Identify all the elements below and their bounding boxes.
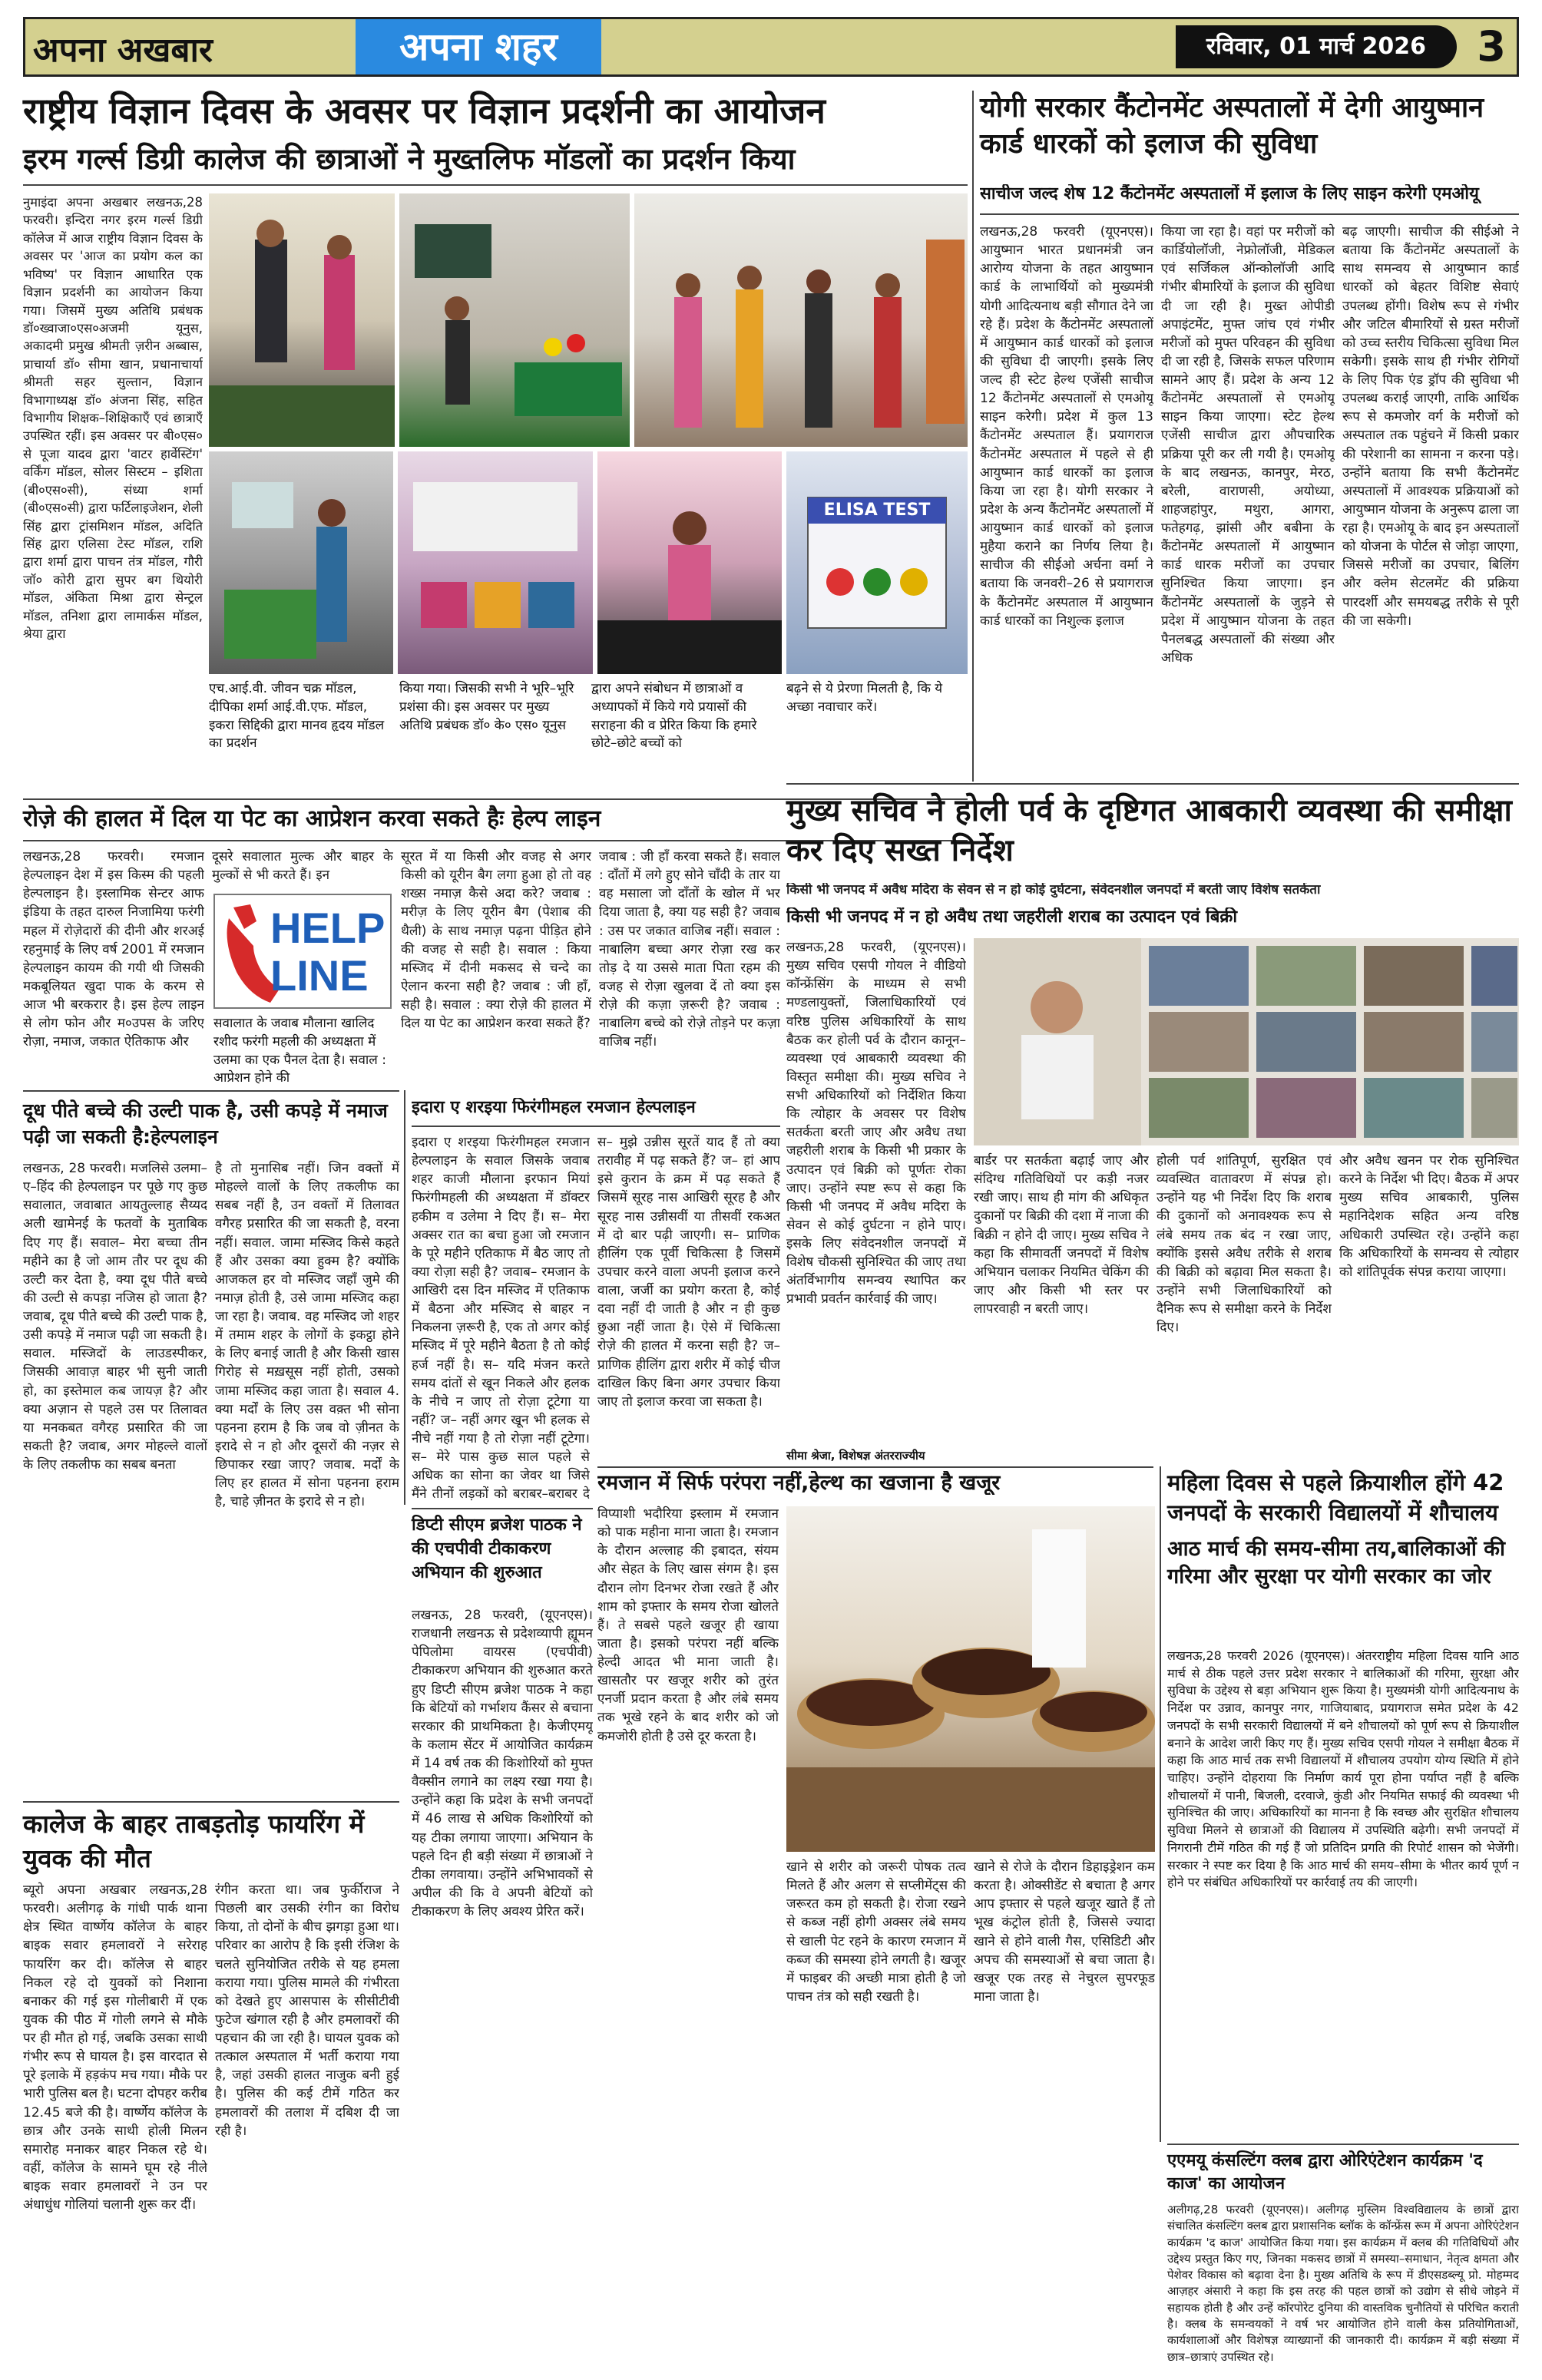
exhibition-photo-4 <box>209 451 393 674</box>
story3-col3: सूरत में या किसी और वजह से अगर किसी को यूरीन बैग लगा हुआ हो तो वह शख्स नमाज़ कैसे अदा करे? जवाब : मरीज़ के लिए यूरीन बैग (पेशाब की थैली) के साथ नमाज़ पढ़ना पीड़ित होने की वजह से सही है। सवाल : किया मस्जिद में दीनी मकसद से चन्दे का ऐलान करना सही है? जवाब : जी हाँ, सही है। सवाल : क्या रोज़े की हालत में दिल या पेट का आप्रेशन करवा सकते हैं? <box>401 849 591 1032</box>
story4-col1: लखनऊ, 28 फरवरी। मजलिसे उलमा–ए–हिंद की हेल्पलाइन पर पूछे गए कुछ सवालात, जवाबात आयतुल्लाह सैय्यद अली खामेनई के फतवों के मुताबिक दिए गए हैं। सवाल– मेरा बच्चा तीन महीने का है जो आम तौर पर दूध की उल्टी कर देता है, क्या दूध पीते बच्चे की उल्टी से कपड़ा नजिस हो जाता है? जवाब, दूध पीते बच्चे की उल्टी पाक है, उसी कपड़े में नमाज पढ़ी जा सकती है। सवाल. मस्जिदों के लाउडस्पीकर, जिसकी आवाज़ बाहर भी सुनी जाती हो, का इस्तेमाल कब जायज़ है? और क्या अज़ान से पहले उस पर तिलावत या मनकबत वगैरह प्रसारित की जा सकती है? जवाब, अगर मोहल्ले वालों के लिए तकलीफ का सबब बनता <box>23 1161 207 1473</box>
story10-subhead: आठ मार्च की समय-सीमा तय,बालिकाओं की गरिमा और सुरक्षा पर योगी सरकार का जोर <box>1167 1537 1506 1589</box>
exhibition-photo-2 <box>399 193 630 447</box>
story8-col4: और अवैध खनन पर रोक सुनिश्चित करने के निर्देश भी दिए। बैठक में अपर मुख्य सचिव आबकारी, पुलिस महानिदेशक सहित अन्य वरिष्ठ अधिकारी उपस्थित रहे। उन्होंने कहा कि अधिकारियों के समन्वय से त्योहार को शांतिपूर्वक संपन्न कराया जाएगा। <box>1339 1153 1519 1280</box>
exhibition-photo-1 <box>209 193 395 447</box>
story7-col1: लखनऊ, 28 फरवरी, (यूएनएस)। राजधानी लखनऊ से प्रदेशव्यापी ह्यूमन पेपिलोमा वायरस (एचपीवी) टीकाकरण अभियान की शुरुआत करते हुए डिप्टी सीएम ब्रजेश पाठक ने कहा कि बेटियों को गर्भाशय कैंसर से बचाना सरकार की प्राथमिकता है। केजीएमयू के कलाम सेंटर में आयोजित कार्यक्रम में 14 वर्ष तक की किशोरियों को मुफ्त वैक्सीन लगाने का लक्ष्य रखा गया है। उन्होंने कहा कि प्रदेश के सभी जनपदों में 46 लाख से अधिक किशोरियों को यह टीका लगाया जाएगा। अभियान के पहले दिन ही बड़ी संख्या में छात्राओं ने टीका लगवाया। उन्होंने अभिभावकों से अपील की कि वे अपनी बेटियों को टीकाकरण के लिए अवश्य प्रेरित करें। <box>412 1608 593 1919</box>
story5-col1: इदारा ए शरइया फिरंगीमहल रमजान हेल्पलाइन के सवाल जिसके जवाब शहर काजी मौलाना इरफान मियां फिरंगीमहली की अध्यक्षता में डॉक्टर हकीम व उलेमा ने दिए हैं। स– मेरा अक्सर रात का बचा हुआ जो रमजान के पूरे महीने एतिकाफ में बैठ जाए तो क्या रोज़ा सही है? जवाब– रमजान के आखिरी दस दिन मस्जिद में एतिकाफ में बैठना और मस्जिद से बाहर न निकलना ज़रूरी है, एक तो अगर कोई मस्जिद में पूरे महीने बैठता है तो कोई हर्ज नहीं है। स– यदि मंजन करते समय दांतों से खून निकले और हलक के नीचे न जाए तो रोज़ा टूटेगा या नहीं? ज– नहीं अगर खून भी हलक से नीचे नहीं गया है तो रोज़ा नहीं टूटेगा। स– मेरे पास कुछ साल पहले से अधिक का सोना का जेवर था जिसे मैंने तीनों लड़कों को बराबर–बराबर दे <box>412 1135 590 1502</box>
story8-subhead-1: किसी भी जनपद में अवैध मदिरा के सेवन से न हो कोई दुर्घटना, संवेदनशील जनपदों में बरती जाए विशेष सतर्कता <box>786 883 1321 897</box>
story3-caption: सवालात के जवाब मौलाना खालिद रशीद फरंगी महली की अध्यक्षता में उलमा का एक पैनल देता है। सवाल : आप्रेशन होने की <box>213 1016 386 1084</box>
story8-col3: होली पर्व शांतिपूर्ण, सुरक्षित एवं व्यवस्थित वातावरण में संपन्न हो। उन्होंने यह भी निर्देश दिए कि शराब की दुकानों को अनावश्यक रूप से लंबे समय तक बंद न रखा जाए, क्योंकि इससे अवैध तरीके से शराब की बिक्री को बढ़ावा मिल सकता है। उन्होंने सभी जिलाधिकारियों को दैनिक रूप से समीक्षा करने के निर्देश दिए। <box>1156 1153 1332 1336</box>
story3-col2: दूसरे सवालात मुल्क और बाहर के मुल्कों से भी करते हैं। इन <box>212 849 393 884</box>
story3-headline: रोज़े की हालत में दिल या पेट का आप्रेशन करवा सकते हैः हेल्प लाइन <box>23 805 601 832</box>
paper-name: अपना अखबार <box>33 31 213 70</box>
story6-col2: रंगीन करता था। जब फुर्कीराज ने पिछली बार उसकी रंगीन का विरोध किया, तो दोनों के बीच झगड़ा हुआ था। परिवार का आरोप है कि इसी रंजिश के चलते सुनियोजित तरीके से यह हमला कराया गया। पुलिस मामले की गंभीरता को देखते हुए आसपास के सीसीटीवी फुटेज खंगाल रही है और हमलावरों की पहचान की जा रही है। घायल युवक को तत्काल अस्पताल में भर्ती कराया गया है, जहां उसकी हालत नाजुक बनी हुई है। पुलिस की कई टीमें गठित कर हमलावरों की तलाश में दबिश दी जा रही है। <box>215 1883 399 2139</box>
story6-headline: कालेज के बाहर ताबड़तोड़ फायरिंग में युवक की मौत <box>23 1809 365 1873</box>
exhibition-photo-6 <box>597 451 782 674</box>
story1-caption-2: किया गया। जिसकी सभी ने भूरि–भूरि प्रशंसा की। इस अवसर पर मुख्य अतिथि प्रबंधक डॉ० के० एस० यूनुस <box>399 681 574 733</box>
story8-headline: मुख्य सचिव ने होली पर्व के दृष्टिगत आबकारी व्यवस्था की समीक्षा कर दिए सख्त निर्देश <box>786 793 1512 868</box>
video-conference-photo <box>974 938 1519 1145</box>
story10-headline: महिला दिवस से पहले क्रियाशील होंगे 42 जनपदों के सरकारी विद्यालयों में शौचालय <box>1167 1469 1504 1526</box>
story7-headline: डिप्टी सीएम ब्रजेश पाठक ने की एचपीवी टीकाकरण अभियान की शुरुआत <box>412 1516 582 1582</box>
exhibition-photo-3 <box>634 193 968 447</box>
dates-photo <box>786 1506 1155 1852</box>
story2-subhead: साचीज जल्द शेष 12 कैंटोनमेंट अस्पतालों में इलाज के लिए साइन करेगी एमओयू <box>980 184 1479 203</box>
story11-col1: अलीगढ़,28 फरवरी (यूएनएस)। अलीगढ़ मुस्लिम विश्वविद्यालय के छात्रों द्वारा संचालित कंसल्टिंग क्लब द्वारा प्रशासनिक ब्लॉक के कॉन्फ्रेंस रूम में अपना ओरिएंटेशन कार्यक्रम 'द काज' आयोजित किया गया। इस कार्यक्रम में क्लब की गतिविधियों और उद्देश्य प्रस्तुत किए गए, जिनका मकसद छात्रों में समस्या–समाधान, नेतृत्व क्षमता और पेशेवर विकास को बढ़ावा देना है। मुख्य अतिथि के रूप में डीएसडब्ल्यू प्रो. मोहम्मद आज़हर अंसारी ने कहा कि इस तरह की पहल छात्रों को उद्योग से सीधे जोड़ने में सहायक होती है और उन्हें कॉरपोरेट दुनिया की वास्तविक चुनौतियों से परिचित कराती है। क्लब के समन्वयकों ने वर्ष भर आयोजित होने वाली केस प्रतियोगिताओं, कार्यशालाओं और विशेषज्ञ व्याख्यानों की जानकारी दी। कार्यक्रम में बड़ी संख्या में छात्र–छात्राएं उपस्थित रहे। <box>1167 2203 1519 2364</box>
story8-subhead-2: किसी भी जनपद में न हो अवैध तथा जहरीली शराब का उत्पादन एवं बिक्री <box>786 907 1238 927</box>
story8-byline: सीमा श्रेजा, विशेषज्ञ अंतरराज्यीय <box>786 1449 925 1463</box>
story9-col2: खाने से शरीर को जरूरी पोषक तत्व मिलते हैं और अलग से सप्लीमेंट्स की जरूरत कम हो सकती है। रोजा रखने से कब्ज नहीं होगी अक्सर लंबे समय से खाली पेट रहने के कारण रमजान में कब्ज की समस्या होने लगती है। खजूर में फाइबर की अच्छी मात्रा होती है जो पाचन तंत्र को सही रखती है। <box>786 1859 966 2005</box>
story11-headline: एएमयू कंसल्टिंग क्लब द्वारा ओरिएंटेशन कार्यक्रम 'द काज' का आयोजन <box>1167 2151 1483 2193</box>
story1-headline: राष्ट्रीय विज्ञान दिवस के अवसर पर विज्ञान प्रदर्शनी का आयोजन <box>23 90 826 131</box>
exhibition-photo-7 <box>786 451 968 674</box>
section-name: अपना शहर <box>356 19 601 74</box>
story9-col1: विप्याशी भदौरिया इस्लाम में रमजान को पाक महीना माना जाता है। रमजान के दौरान अल्लाह की इबादत, संयम और सेहत के लिए खास संगम है। इस दौरान लोग दिनभर रोजा रखते हैं और शाम को इफ्तार के समय रोजा खोलते हैं। ते सबसे पहले खजूर ही खाया जाता है। इसको परंपरा नहीं बल्कि हेल्दी आदत भी माना जाती है। खासतौर पर खजूर शरीर को तुरंत एनर्जी प्रदान करता है और लंबे समय तक भूखे रहने के बाद शरीर को जो कमजोरी होती है उसे दूर करता है। <box>597 1506 779 1744</box>
story2-col2: किया जा रहा है। वहां पर मरीजों को कार्डियोलॉजी, नेफ्रोलॉजी, मेडिकल एवं सर्जिकल ऑन्कोलॉजी आदि गंभीर बीमारियों के इलाज की सुविधा दी जा रही है। मुख्त ओपीडी अपाइंटमेंट, मुफ्त जांच एवं गंभीर मरीजों को मुफ्त परिवहन की सुविधा दी जा रही है, जिसके सफल परिणाम सामने आए हैं। प्रदेश के अन्य 12 कैंटोनमेंट अस्पतालों से एमओयू साइन किया जाएगा। स्टेट हेल्थ एजेंसी साचीज द्वारा औपचारिक प्रक्रिया पूरी कर ली गयी है। एमओयू के बाद लखनऊ, कानपुर, मेरठ, बरेली, वाराणसी, अयोध्या, शाहजहांपुर, मथुरा, आगरा, फतेहगढ़, झांसी और बबीना के कैंटोनमेंट अस्पतालों में आयुष्मान कार्ड धारक मरीजों का उपचार सुनिश्चित किया जाएगा। इन कैंटोनमेंट अस्पतालों के जुड़ने से प्रदेश में आयुष्मान योजना के तहत पैनलबद्ध अस्पतालों की संख्या और अधिक <box>1161 224 1335 666</box>
story3-col4: जवाब : जी हाँ करवा सकते हैं। सवाल : दाँतों में लगे हुए सोने चाँदी के तार या वह मसाला जो दाँतों के खोल में भर दिया जाता है, क्या यह सही है? जवाब : उस पर जकात वाजिब नहीं। सवाल : नाबालिग बच्चा अगर रोज़ा रख कर तोड़ दे या उससे माता पिता रहम की वजह से रोज़ा खुलवा दें तो क्या इस रोज़े की कज़ा ज़रूरी है? जवाब : नाबालिग बच्चे को रोज़े तोड़ने पर कज़ा वाजिब नहीं। <box>599 849 780 1050</box>
story4-col2: है तो मुनासिब नहीं। जिन वक्तों में मोहल्ले वालों के लिए तकलीफ का सबब नहीं है, उन वक्तों में तिलावत वगैरह प्रसारित की जा सकती है, वरना नहीं। सवाल. जामा मस्जिद किसे कहते हैं और उसका क्या हुक्म है? क्योंकि आजकल हर वो मस्जिद जहाँ जुमे की नमाज़ होती है, उसे जामा मस्जिद कहा जा रहा है। जवाब. वह मस्जिद जो शहर में तमाम शहर के लोगों के इकट्ठा होने के लिए बनाई जाती है और किसी खास गिरोह से मख़सूस नहीं होती, उसको जामा मस्जिद कहा जाता है। सवाल 4. क्या मर्दों के लिए उस वक़्त भी सोना पहनना हराम है कि जब वो ज़ीनत के इरादे से न हो और दूसरों की नज़र से छिपाकर रखा जाए? जवाब. मर्दों के लिए हर हालत में सोना पहनना हराम है, चाहे ज़ीनत के इरादे से न हो। <box>215 1161 399 1510</box>
page-number: 3 <box>1477 22 1506 71</box>
helpline-graphic <box>213 894 392 1009</box>
story8-col1: लखनऊ,28 फरवरी, (यूएनएस)। मुख्य सचिव एसपी गोयल ने वीडियो कॉन्फ्रेंसिंग के माध्यम से सभी मण्डलायुक्तों, जिलाधिकारियों एवं वरिष्ठ पुलिस अधिकारियों के साथ बैठक कर होली पर्व के दौरान कानून–व्यवस्था एवं आबकारी व्यवस्था की विस्तृत समीक्षा की। मुख्य सचिव ने सभी अधिकारियों को निर्देशित किया कि त्योहार के अवसर पर विशेष सतर्कता बरती जाए और अवैध तथा जहरीली शराब के किसी भी प्रकार के उत्पादन एवं बिक्री को पूर्णतः रोका जाए। उन्होंने स्पष्ट रूप से कहा कि किसी भी जनपद में अवैध मदिरा के सेवन से कोई दुर्घटना न होने पाए। इसके लिए संवेदनशील जनपदों में विशेष चौकसी सुनिश्चित की जाए तथा अंतर्विभागीय समन्वय स्थापित कर प्रभावी प्रवर्तन कार्रवाई की जाए। <box>786 940 966 1307</box>
issue-date: रविवार, 01 मार्च 2026 <box>1176 25 1457 68</box>
story2-headline: योगी सरकार कैंटोनमेंट अस्पतालों में देगी आयुष्मान कार्ड धारकों को इलाज की सुविधा <box>980 92 1484 160</box>
story3-col1: लखनऊ,28 फरवरी। रमजान हेल्पलाइन देश में इस किस्म की पहली हेल्पलाइन है। इस्लामिक सेन्टर आफ इंडिया के तहत दारुल निजामिया फरंगी महल में रोज़ेदारों की दीनी और शरअई रहनुमाई के लिए वर्ष 2001 में रमजान हेल्पलाइन कायम की गयी थी जिसकी मकबूलियत खुदा पाक के करम से आज भी बरकरार है। इस हेल्प लाइन से लोग फोन और म०उपस के जरिए रोज़ा, नमाज, जकात ऐतिकाफ और <box>23 849 204 1050</box>
story5-col2: स– मुझे उन्नीस सूरतें याद हैं तो क्या तरावीह में पढ़ सकते हैं? ज– हां आप इसे कुरान के क्रम में पढ़ सकते हैं जिसमें सूरह नास आखिरी सूरह है और सूरह नास उन्नीसवीं या तीसवीं रकअत में दो बार पढ़ी जाएगी। स– प्राणिक हीलिंग एक पूर्वी चिकित्सा है जिसमें उपचार करने वाला अपनी इलाज करने वाला, जर्जी का प्रयोग करता है, कोई दवा नहीं दी जाती है और न ही कुछ छुआ नहीं जाता है। ऐसे में चिकित्सा रोज़े की हालत में करना सही है? ज– प्राणिक हीलिंग द्वारा शरीर में कोई चीज दाखिल किए बिना अगर उपचार किया जाए तो इलाज करवा जा सकता है। <box>597 1135 780 1410</box>
story1-col1: नुमाइंदा अपना अखबार लखनऊ,28 फरवरी। इन्दिरा नगर इरम गर्ल्स डिग्री कॉलेज में आज राष्ट्रीय विज्ञान दिवस के अवसर पर 'आज का प्रयोग कल का भविष्य' पर विज्ञान आधारित एक विज्ञान प्रदर्शनी का आयोजन किया गया। जिसमें मुख्य अतिथि प्रबंधक डॉ०ख्वाजा०एस०अजमी यूनुस, अकादमी प्रमुख श्रीमती ज़रीन अब्बास, प्राचार्या डॉ० सीमा खान, प्रधानाचार्या श्रीमती सहर सुल्तान, विज्ञान विभागाध्यक्ष डॉ० अंजना सिंह, सहित विभागीय शिक्षक–शिक्षिकाएँ एवं छात्राएँ उपस्थित रहीं। इस अवसर पर बी०एस० से पूजा यादव द्वारा 'वाटर हार्वेस्टिंग' वर्किंग मॉडल, सोलर सिस्टम – इशिता (बी०एस०सी), संध्या शर्मा (बी०एस०सी) द्वारा फर्टिलाइजेशन, शेली सिंह द्वारा ट्रांसमिशन मॉडल, अदिति सिंह द्वारा एलिसा टेस्ट मॉडल, राशि द्वारा शर्मा द्वारा पाचन तंत्र मॉडल, गौरी जॉ० कोरी द्वारा सुपर बग थियोरी मॉडल, अंकिता मिश्रा द्वारा सेन्ट्रल मॉडल, तनिशा द्वारा लामार्कस मॉडल, श्रेया द्वारा <box>23 195 203 642</box>
story1-caption-1: एच.आई.वी. जीवन चक्र मॉडल, दीपिका शर्मा आई.वी.एफ. मॉडल, इकरा सिद्दिकी द्वारा मानव हृदय मॉडल का प्रदर्शन <box>209 681 385 752</box>
story1-caption-3: द्वारा अपने संबोधन में छात्राओं व अध्यापकों में किये गये प्रयासों की सराहना की व प्रेरित किया कि हमारे छोटे–छोटे बच्चों को <box>591 681 757 752</box>
story2-col3: बढ़ जाएगी। साचीज की सीईओ ने बताया कि कैंटोनमेंट अस्पतालों के साथ समन्वय से आयुष्मान कार्ड धारकों को बेहतर विशिष्ट सेवाएं उपलब्ध होंगी। विशेष रूप से गंभीर और जटिल बीमारियों से ग्रस्त मरीजों को उच्च स्तरीय चिकित्सा सुविधा मिल सकेगी। इसके साथ ही गंभीर रोगियों के लिए पिक एंड ड्रॉप की सुविधा भी उपलब्ध कराई जाएगी, ताकि आर्थिक रूप से कमजोर वर्ग के मरीजों को अस्पताल तक पहुंचने में किसी प्रकार की परेशानी का सामना न करना पड़े। उन्होंने बताया कि सभी कैंटोनमेंट अस्पतालों में आवश्यक प्रक्रियाओं को आयुष्मान योजना के अनुरूप ढाला जा रहा है। एमओयू के बाद इन अस्पतालों को योजना के पोर्टल से जोड़ा जाएगा, जिससे मरीजों का उपचार, बिलिंग और क्लेम सेटलमेंट की प्रक्रिया पारदर्शी और समयबद्ध तरीके से पूरी की जा सकेगी। <box>1342 224 1519 629</box>
exhibition-photo-5 <box>398 451 593 674</box>
story6-col1: ब्यूरो अपना अखबार लखनऊ,28 फरवरी। अलीगढ़ के गांधी पार्क थाना क्षेत्र स्थित वार्ष्णेय कॉलेज के बाहर बाइक सवार हमलावरों ने सरेराह फायरिंग कर दी। कॉलेज से बाहर निकल रहे दो युवकों को निशाना बनाकर की गई इस गोलीबारी में एक युवक की पीठ में गोली लगने से मौके पर ही मौत हो गई, जबकि उसका साथी गंभीर रूप से घायल है। इस वारदात से पूरे इलाके में हड़कंप मच गया। मौके पर भारी पुलिस बल है। घटना दोपहर करीब 12.45 बजे की है। वार्ष्णेय कॉलेज के छात्र और उनके साथी होली मिलन समारोह मनाकर बाहर निकल रहे थे। वहीं, कॉलेज के सामने घूम रहे नीले बाइक सवार हमलावरों ने उन पर अंधाधुंध गोलियां चलानी शुरू कर दीं। <box>23 1883 207 2213</box>
story4-headline: दूध पीते बच्चे की उल्टी पाक है, उसी कपड़े में नमाज पढ़ी जा सकती है:हेल्पलाइन <box>23 1099 388 1148</box>
helpline-graphic-text: HELP LINE <box>270 904 385 1000</box>
story9-col3: खाने से रोजे के दौरान डिहाइड्रेशन कम करता है। ओक्सीडेंट से बचाता है अगर आप इफ्तार से पहले खजूर खाते हैं तो भूख कंट्रोल होती है, जिससे ज्यादा खाने से होने वाली गैस, एसिडिटी और अपच की समस्याओं से बचा जाता है। खजूर एक तरह से नेचुरल सुपरफूड माना जाता है। <box>974 1859 1155 2005</box>
masthead <box>23 17 1519 77</box>
story1-caption-4: बढ़ने से ये प्रेरणा मिलती है, कि ये अच्छा नवाचार करें। <box>786 681 943 715</box>
story10-col1: लखनऊ,28 फरवरी 2026 (यूएनएस)। अंतरराष्ट्रीय महिला दिवस यानि आठ मार्च से ठीक पहले उत्तर प्रदेश सरकार ने बालिकाओं की गरिमा, सुरक्षा और सुविधा के उद्देश्य से बड़ा अभियान शुरू किया है। मुख्यमंत्री योगी आदित्यनाथ के निर्देश पर उन्नाव, कानपुर नगर, गाजियाबाद, प्रयागराज समेत प्रदेश के 42 जनपदों के सभी सरकारी विद्यालयों में बने शौचालयों को पूर्ण रूप से क्रियाशील बनाने के आदेश जारी किए गए हैं। मुख्य सचिव एसपी गोयल ने समीक्षा बैठक में कहा कि आठ मार्च तक सभी विद्यालयों में शौचालय उपयोग योग्य स्थिति में होने चाहिए। उन्होंने दोहराया कि निर्माण कार्य पूरा होना पर्याप्त नहीं है बल्कि शौचालयों में पानी, बिजली, दरवाजे, कुंडी और नियमित सफाई की व्यवस्था भी सुनिश्चित की जाए। अधिकारियों का मानना है कि स्वच्छ और सुरक्षित शौचालय सुविधा मिलने से छात्राओं की विद्यालय में उपस्थिति बढ़ेगी। सभी जनपदों में निगरानी टीमें गठित की गई हैं जो प्रतिदिन प्रगति की रिपोर्ट शासन को भेजेंगी। सरकार ने स्पष्ट कर दिया है कि आठ मार्च की समय–सीमा के भीतर कार्य पूर्ण न होने पर संबंधित अधिकारियों पर कार्रवाई तय की जाएगी। <box>1167 1648 1519 1890</box>
story9-headline: रमजान में सिर्फ परंपरा नहीं,हेल्थ का खजाना है खजूर <box>597 1471 1001 1495</box>
elisa-test-banner: ELISA TEST <box>823 501 931 520</box>
story2-col1: लखनऊ,28 फरवरी (यूएनएस)। आयुष्मान भारत प्रधानमंत्री जन आरोग्य योजना के तहत आयुष्मान कार्ड के लाभार्थियों को मुख्यमंत्री योगी आदित्यनाथ बड़ी सौगात देने जा रहे हैं। प्रदेश के कैंटोनमेंट अस्पतालों में आयुष्मान कार्ड धारकों को इलाज की सुविधा दी जाएगी। इसके लिए जल्द ही स्टेट हेल्थ एजेंसी साचीज 12 कैंटोनमेंट अस्पतालों से एमओयू साइन करेगी। प्रदेश में कुल 13 कैंटोनमेंट अस्पताल हैं। प्रयागराज कैंटोनमेंट अस्पताल में पहले से ही आयुष्मान कार्ड धारकों का इलाज किया जा रहा है। योगी सरकार ने प्रदेश के अन्य कैंटोनमेंट अस्पतालों में आयुष्मान कार्ड धारकों को इलाज मुहैया कराने का निर्णय लिया है। साचीज की सीईओ अर्चना वर्मा ने बताया कि जनवरी–26 से प्रयागराज के कैंटोनमेंट अस्पताल में आयुष्मान कार्ड धारकों का निशुल्क इलाज <box>980 224 1153 629</box>
story8-col2: बार्डर पर सतर्कता बढ़ाई जाए और संदिग्ध गतिविधियों पर कड़ी नजर रखी जाए। साथ ही मांग की अधिकृत दुकानों पर बिक्री की दशा में नाजा की बिक्री न होने दी जाए। मुख्य सचिव ने कहा कि सीमावर्ती जनपदों में विशेष अभियान चलाकर नियमित चेकिंग की जाए और किसी भी स्तर पर लापरवाही न बरती जाए। <box>974 1153 1149 1317</box>
story1-subhead: इरम गर्ल्स डिग्री कालेज की छात्राओं ने मुख्तलिफ मॉडलों का प्रदर्शन किया <box>23 142 796 176</box>
story5-headline: इदारा ए शरइया फिरंगीमहल रमजान हेल्पलाइन <box>412 1098 696 1117</box>
